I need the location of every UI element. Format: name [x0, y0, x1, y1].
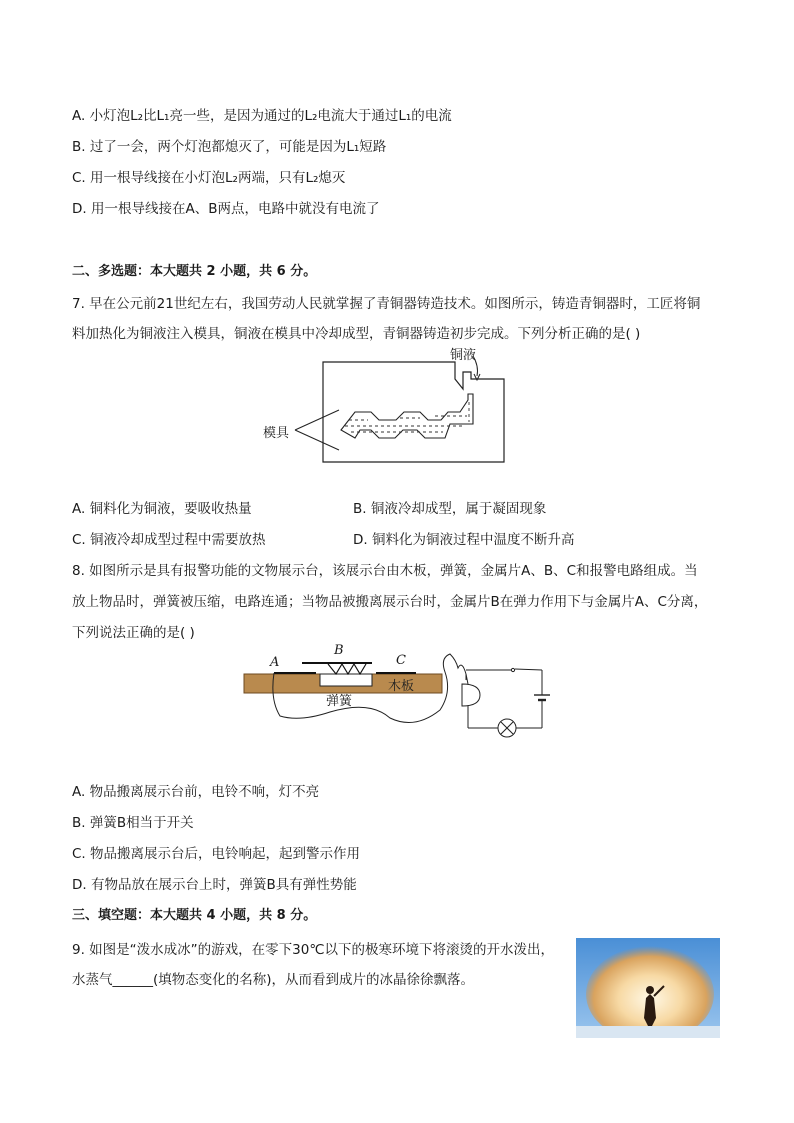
q6-option-b: B. 过了一会，两个灯泡都熄灭了，可能是因为L₁短路: [72, 139, 387, 155]
label-copper-liquid: 铜液: [450, 348, 477, 363]
q7-stem-line1: 7. 早在公元前21世纪左右，我国劳动人民就掌握了青铜器铸造技术。如图所示，铸造青铜器时，工匠将铜: [72, 296, 701, 312]
q6-option-d: D. 用一根导线接在A、B两点，电路中就没有电流了: [72, 201, 380, 217]
q6-option-a: A. 小灯泡L₂比L₁亮一些，是因为通过的L₂电流大于通过L₁的电流: [72, 108, 452, 124]
q7-option-a: A. 铜料化为铜液，要吸收热量: [72, 501, 252, 517]
q8-stem-line2: 放上物品时，弹簧被压缩，电路连通；当物品被搬离展示台时，金属片B在弹力作用下与金属片A、C分离，: [72, 594, 708, 610]
label-plate-a: A: [270, 655, 280, 670]
q7-stem-line2: 料加热化为铜液注入模具，铜液在模具中冷却成型，青铜器铸造初步完成。下列分析正确的是( ): [72, 326, 641, 342]
q9-stem-line1: 9. 如图是“泼水成冰”的游戏，在零下30℃以下的极寒环境下将滚烫的开水泼出，: [72, 942, 554, 958]
alarm-figure: [240, 640, 570, 752]
q7-option-d: D. 铜料化为铜液过程中温度不断升高: [353, 532, 575, 548]
q9-stem-line2: 水蒸气______(填物态变化的名称)，从而看到成片的冰晶徐徐飘落。: [72, 972, 475, 988]
label-board: 木板: [388, 679, 415, 694]
q8-option-b: B. 弹簧B相当于开关: [72, 815, 194, 831]
q8-stem-line1: 8. 如图所示是具有报警功能的文物展示台，该展示台由木板，弹簧，金属片A、B、C和报警电路组成。当: [72, 563, 698, 579]
q8-option-c: C. 物品搬离展示台后，电铃响起，起到警示作用: [72, 846, 361, 862]
label-mold: 模具: [263, 426, 290, 441]
q7-option-c: C. 铜液冷却成型过程中需要放热: [72, 532, 266, 548]
q8-option-d: D. 有物品放在展示台上时，弹簧B具有弹性势能: [72, 877, 357, 893]
q6-option-c: C. 用一根导线接在小灯泡L₂两端，只有L₂熄灭: [72, 170, 346, 186]
mold-figure: [255, 342, 515, 467]
water-to-ice-illustration: [576, 938, 720, 1038]
section-title-fill-in: 三、填空题：本大题共 4 小题，共 8 分。: [72, 908, 317, 923]
label-plate-c: C: [396, 653, 406, 668]
label-plate-b: B: [334, 643, 344, 658]
label-spring: 弹簧: [326, 694, 353, 709]
q8-option-a: A. 物品搬离展示台前，电铃不响，灯不亮: [72, 784, 320, 800]
q7-option-b: B. 铜液冷却成型，属于凝固现象: [353, 501, 547, 517]
q8-stem-line3: 下列说法正确的是( ): [72, 625, 195, 641]
section-title-multiple-choice: 二、多选题：本大题共 2 小题，共 6 分。: [72, 264, 317, 279]
water-to-ice-photo: [576, 938, 720, 1038]
